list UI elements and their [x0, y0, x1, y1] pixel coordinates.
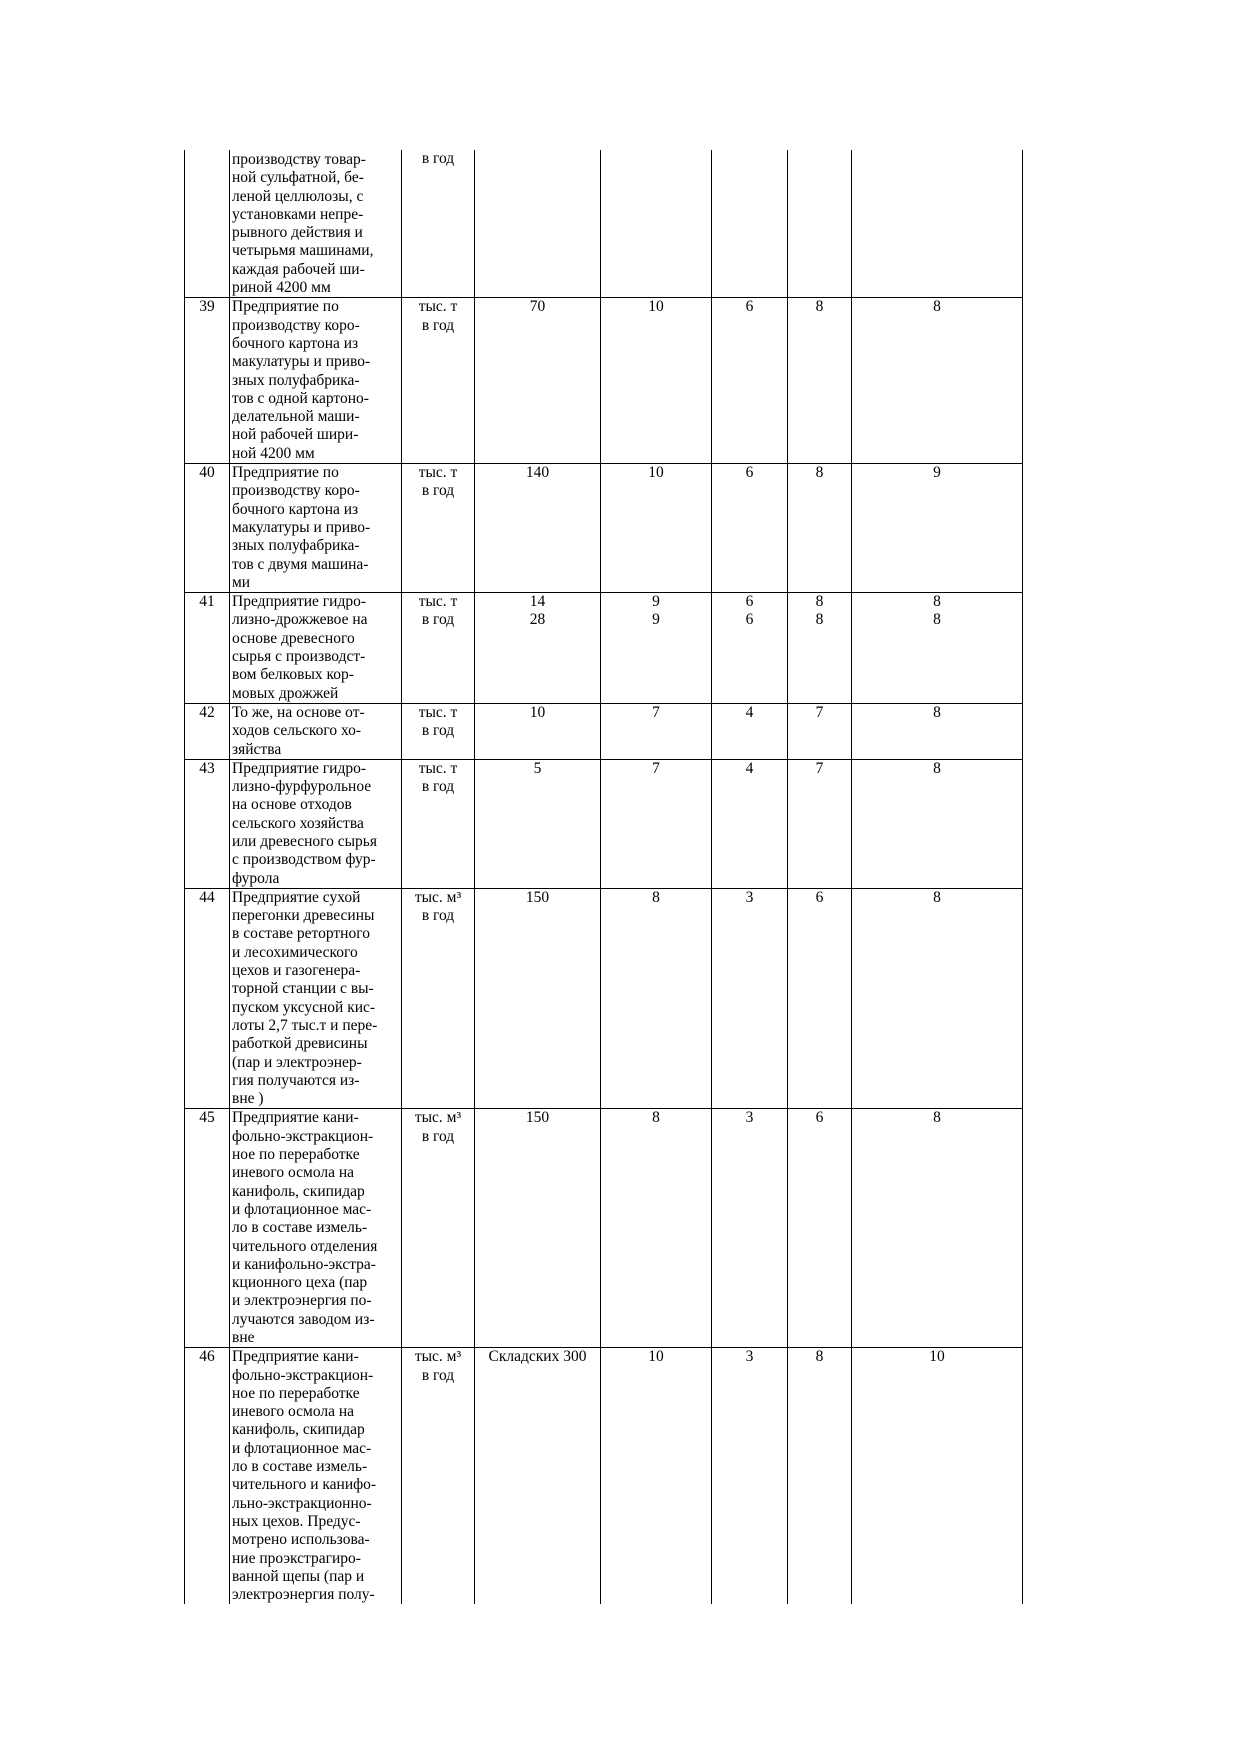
unit-cell: тыс. м³ в год [402, 1348, 475, 1605]
enterprise-name: Предприятие кани- фольно-экстракцион- ное по переработке иневого осмола на канифоль, скипидар и флотационное мас- ло в составе измель- чительного и канифо- льно-экстракционно- ных цехов. Предус- мотрено использова- ние проэкстрагиро- ванной щепы (пар и электроэнергия полу- [230, 1348, 402, 1605]
enterprise-name: Предприятие гидро- лизно-дрожжевое на основе древесного сырья с производст- вом белковых кор- мовых дрожжей [230, 593, 402, 704]
value-cell-5: 8 [852, 888, 1023, 1109]
value-cell-3 [712, 150, 788, 298]
capacity-cell: 140 [475, 464, 601, 593]
row-number: 45 [185, 1109, 230, 1348]
value-cell-2: 7 [601, 759, 712, 888]
table-row [185, 1348, 1023, 1605]
row-number: 39 [185, 298, 230, 464]
value-cell-4: 8 8 [788, 593, 852, 704]
table-row [185, 464, 1023, 593]
capacity-cell: 150 [475, 1109, 601, 1348]
table-row [185, 593, 1023, 704]
enterprise-name: Предприятие гидро- лизно-фурфурольное на основе отходов сельского хозяйства или древесного сырья с производством фур- фурола [230, 759, 402, 888]
value-cell-2: 10 [601, 464, 712, 593]
value-cell-4: 8 [788, 298, 852, 464]
enterprise-name: производству товар- ной сульфатной, бе- леной целлюлозы, с установками непре- рывного действия и четырьмя машинами, каждая рабочей ши- риной 4200 мм [230, 150, 402, 298]
enterprise-name: Предприятие кани- фольно-экстракцион- ное по переработке иневого осмола на канифоль, скипидар и флотационное мас- ло в составе измель- чительного отделения и канифольно-экстра- кционного цеха (пар и электроэнергия по- лучаются заводом из- вне [230, 1109, 402, 1348]
row-number: 44 [185, 888, 230, 1109]
row-number [185, 150, 230, 298]
row-number: 41 [185, 593, 230, 704]
capacity-cell: 5 [475, 759, 601, 888]
unit-cell: тыс. т в год [402, 703, 475, 759]
value-cell-3: 4 [712, 759, 788, 888]
value-cell-5: 8 [852, 1109, 1023, 1348]
value-cell-2: 10 [601, 298, 712, 464]
capacity-cell: 150 [475, 888, 601, 1109]
value-cell-2: 9 9 [601, 593, 712, 704]
capacity-cell: 10 [475, 703, 601, 759]
value-cell-4: 8 [788, 464, 852, 593]
unit-cell: тыс. т в год [402, 593, 475, 704]
table-row [185, 703, 1023, 759]
value-cell-5: 8 [852, 759, 1023, 888]
value-cell-3: 3 [712, 1348, 788, 1605]
capacity-cell: 14 28 [475, 593, 601, 704]
value-cell-4 [788, 150, 852, 298]
capacity-cell [475, 150, 601, 298]
value-cell-2 [601, 150, 712, 298]
table-row [185, 298, 1023, 464]
value-cell-5: 8 [852, 298, 1023, 464]
row-number: 40 [185, 464, 230, 593]
value-cell-4: 6 [788, 1109, 852, 1348]
row-number: 43 [185, 759, 230, 888]
value-cell-4: 7 [788, 703, 852, 759]
value-cell-5 [852, 150, 1023, 298]
enterprise-name: Предприятие по производству коро- бочного картона из макулатуры и приво- зных полуфабрика- тов с одной картоно- делательной маши- ной рабочей шири- ной 4200 мм [230, 298, 402, 464]
value-cell-3: 4 [712, 703, 788, 759]
value-cell-5: 10 [852, 1348, 1023, 1605]
enterprise-name: То же, на основе от- ходов сельского хо- зяйства [230, 703, 402, 759]
enterprise-table [184, 150, 1023, 1604]
value-cell-2: 10 [601, 1348, 712, 1605]
table-row [185, 888, 1023, 1109]
unit-cell: в год [402, 150, 475, 298]
value-cell-5: 8 [852, 703, 1023, 759]
unit-cell: тыс. т в год [402, 759, 475, 888]
value-cell-2: 7 [601, 703, 712, 759]
table-row [185, 150, 1023, 298]
unit-cell: тыс. т в год [402, 298, 475, 464]
row-number: 42 [185, 703, 230, 759]
value-cell-2: 8 [601, 1109, 712, 1348]
unit-cell: тыс. м³ в год [402, 888, 475, 1109]
unit-cell: тыс. м³ в год [402, 1109, 475, 1348]
enterprise-name: Предприятие по производству коро- бочного картона из макулатуры и приво- зных полуфабрика- тов с двумя машина- ми [230, 464, 402, 593]
value-cell-3: 6 6 [712, 593, 788, 704]
value-cell-3: 6 [712, 298, 788, 464]
capacity-cell: Складских 300 [475, 1348, 601, 1605]
value-cell-3: 3 [712, 888, 788, 1109]
table-row [185, 759, 1023, 888]
row-number: 46 [185, 1348, 230, 1605]
unit-cell: тыс. т в год [402, 464, 475, 593]
value-cell-5: 8 8 [852, 593, 1023, 704]
value-cell-2: 8 [601, 888, 712, 1109]
capacity-cell: 70 [475, 298, 601, 464]
value-cell-5: 9 [852, 464, 1023, 593]
value-cell-4: 8 [788, 1348, 852, 1605]
value-cell-4: 7 [788, 759, 852, 888]
table-row [185, 1109, 1023, 1348]
value-cell-3: 6 [712, 464, 788, 593]
enterprise-name: Предприятие сухой перегонки древесины в составе ретортного и лесохимического цехов и газогенера- торной станции с вы- пуском уксусной кис- лоты 2,7 тыс.т и пере- работкой древисины (пар и электроэнер- гия получаются из- вне ) [230, 888, 402, 1109]
value-cell-4: 6 [788, 888, 852, 1109]
value-cell-3: 3 [712, 1109, 788, 1348]
